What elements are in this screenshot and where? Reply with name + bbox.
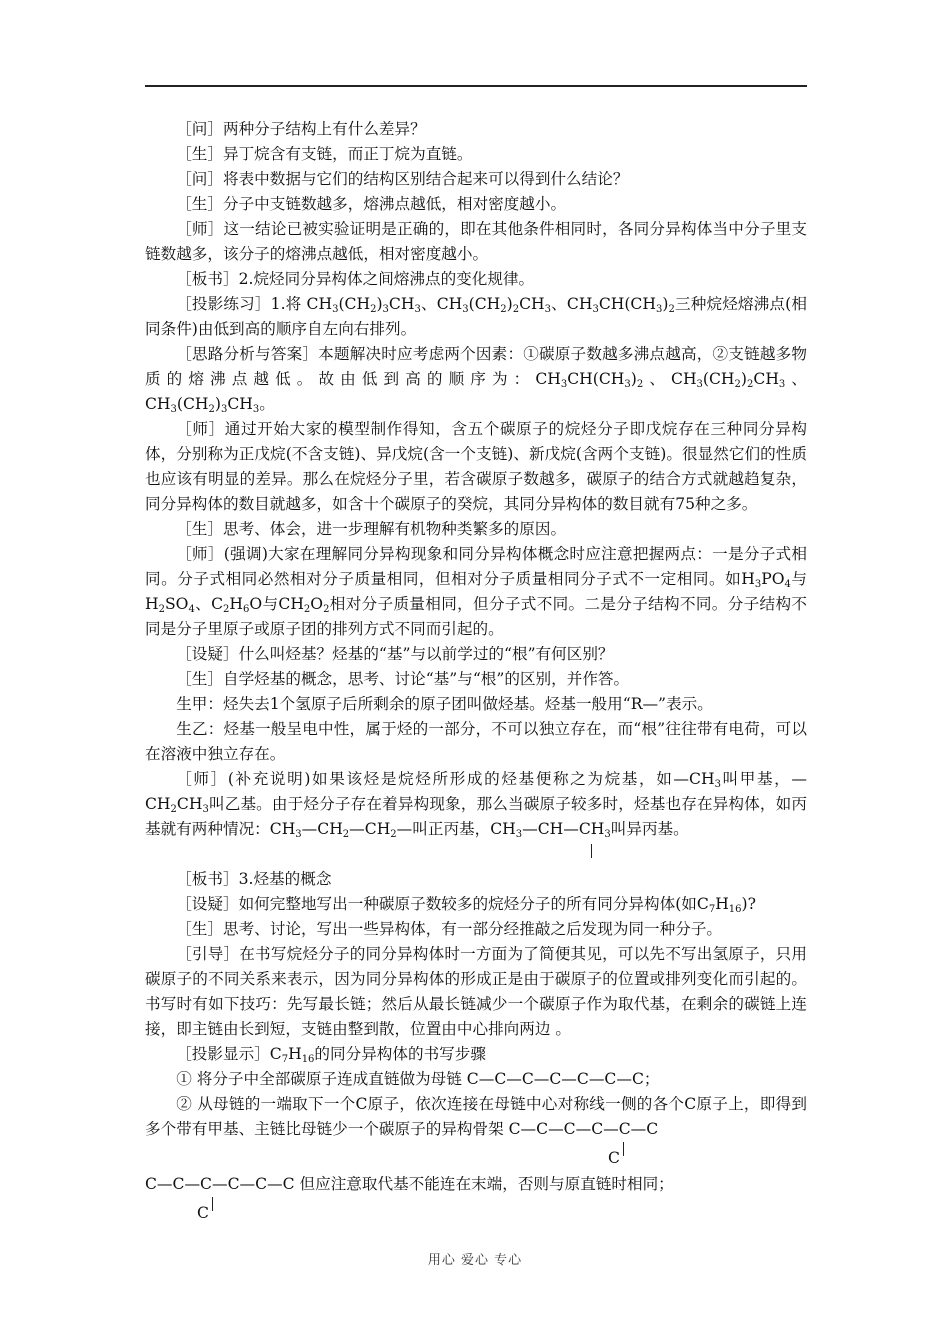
paragraph: ［问］两种分子结构上有什么差异？ (176, 120, 426, 138)
paragraph: ［生］自学烃基的概念，思考、讨论“基”与“根”的区别，并作答。 (176, 670, 630, 688)
paragraph: ［师］这一结论已被实验证明是正确的，即在其他条件相同时，各同分异构体当中分子里支链数越多，该分子的熔沸点越低，相对密度越小。 (145, 220, 807, 263)
paragraph: ［生］思考、体会，进一步理解有机物种类繁多的原因。 (176, 520, 567, 538)
paragraph-emphasis: ［师］(强调)大家在理解同分异构现象和同分异构体概念时应注意把握两点：一是分子式相同。分子式相同必然相对分子质量相同，但相对分子质量相同分子式不一定相同。如$H_3PO_4$与$H_2SO_4$、$C_2H_6O$与$CH_2O_2$相对分子质量相同，但分子式不同。二是分子结构不同。分子结构不同是分子里原子或原子团的排列方式不同而引起的。 (145, 545, 807, 638)
paragraph: 生甲：烃失去1个氢原子后所剩余的原子团叫做烃基。烃基一般用“R—”表示。 (176, 695, 713, 713)
isopropyl-branch-line (145, 842, 807, 867)
paragraph: ［设疑］什么叫烃基？烃基的“基”与以前学过的“根”有何区别？ (176, 645, 614, 663)
branch-carbon: C (608, 1149, 620, 1167)
paragraph: 生乙：烃基一般呈电中性，属于烃的一部分，不可以独立存在，而“根”往往带有电荷，可以在溶液中独立存在。 (145, 720, 807, 763)
bond-line (212, 1197, 213, 1211)
methyl-branch-line-1 (145, 1142, 807, 1172)
paragraph: ［生］分子中支链数越多，熔沸点越低，相对密度越小。 (176, 195, 567, 213)
paragraph-step-1: ① 将分子中全部碳原子连成直链做为母链 C—C—C—C—C—C—C； (176, 1070, 660, 1088)
paragraph-analysis-answer: ［思路分析与答案］本题解决时应考虑两个因素：①碳原子数越多沸点越高，②支链越多物质的熔沸点越低。故由低到高的顺序为：$CH_3CH(CH_3)_2$、$CH_3(CH_2)_2CH_3$、$CH_3(CH_2)_3CH_3$。 (145, 345, 807, 415)
paragraph-question: ［设疑］如何完整地写出一种碳原子数较多的烷烃分子的所有同分异构体(如$C_7H_{16}$)? (176, 895, 756, 915)
paragraph-projection-exercise: ［投影练习］1.将 $CH_3(CH_2)_3CH_3$、$CH_3(CH_2)_2CH_3$、$CH_3CH(CH_3)_2$三种烷烃熔沸点(相同条件)由低到高的顺序自左向右排列。 (145, 295, 807, 338)
bond-line (623, 1142, 624, 1156)
paragraph-alkyl: ［师］(补充说明)如果该烃是烷烃所形成的烃基便称之为烷基，如$—CH_3$叫甲基，$—CH_2CH_3$叫乙基。由于烃分子存在着异构现象，那么当碳原子较多时，烃基也存在异构体，如丙基就有两种情况：$CH_3—CH_2—CH_2—$叫正丙基，$CH_3—CH—CH_3$叫异丙基。 (145, 770, 807, 840)
methyl-branch-line-2 (145, 1197, 807, 1227)
paragraph: ［板书］3.烃基的概念 (176, 870, 332, 888)
paragraph: ［问］将表中数据与它们的结构区别结合起来可以得到什么结论？ (176, 170, 629, 188)
paragraph: ［生］异丁烷含有支链，而正丁烷为直链。 (176, 145, 473, 163)
paragraph-step-2-structure: C—C—C—C—C—C 但应注意取代基不能连在末端，否则与原直链时相同； (145, 1175, 674, 1193)
header-rule (145, 85, 807, 87)
paragraph: ［引导］在书写烷烃分子的同分异构体时一方面为了简便其见，可以先不写出氢原子，只用碳原子的不同关系来表示，因为同分异构体的形成正是由于碳原子的位置或排列变化而引起的。书写时有如下技巧：先写最长链；然后从最长链减少一个碳原子作为取代基，在剩余的碳链上连接，即主链由长到短，支链由整到散，位置由中心排向两边 。 (145, 945, 807, 1038)
branch-carbon: C (197, 1204, 209, 1222)
paragraph: ［板书］2.烷烃同分异构体之间熔沸点的变化规律。 (176, 270, 535, 288)
bond-line (591, 844, 592, 858)
paragraph: ［师］通过开始大家的模型制作得知，含五个碳原子的烷烃分子即戊烷存在三种同分异构体，分别称为正戊烷(不含支链)、异戊烷(含一个支链)、新戊烷(含两个支链)。很显然它们的性质也应该有明显的差异。那么在烷烃分子里，若含碳原子数越多，碳原子的结合方式就越趋复杂，同分异构体的数目就越多，如含十个碳原子的癸烷，其同分异构体的数目就有75种之多。 (145, 420, 807, 513)
paragraph: ［生］思考、讨论，写出一些异构体，有一部分经推敲之后发现为同一种分子。 (176, 920, 722, 938)
page-footer: 用心 爱心 专心 (427, 1253, 523, 1268)
paragraph-step-2: ② 从母链的一端取下一个C原子，依次连接在母链中心对称线一侧的各个C原子上，即得到多个带有甲基、主链比母链少一个碳原子的异构骨架 C—C—C—C—C—C (145, 1095, 807, 1138)
paragraph-projection-display: ［投影显示$]C_7H_{16}$的同分异构体的书写步骤 (176, 1045, 486, 1065)
document-body (145, 117, 807, 1227)
